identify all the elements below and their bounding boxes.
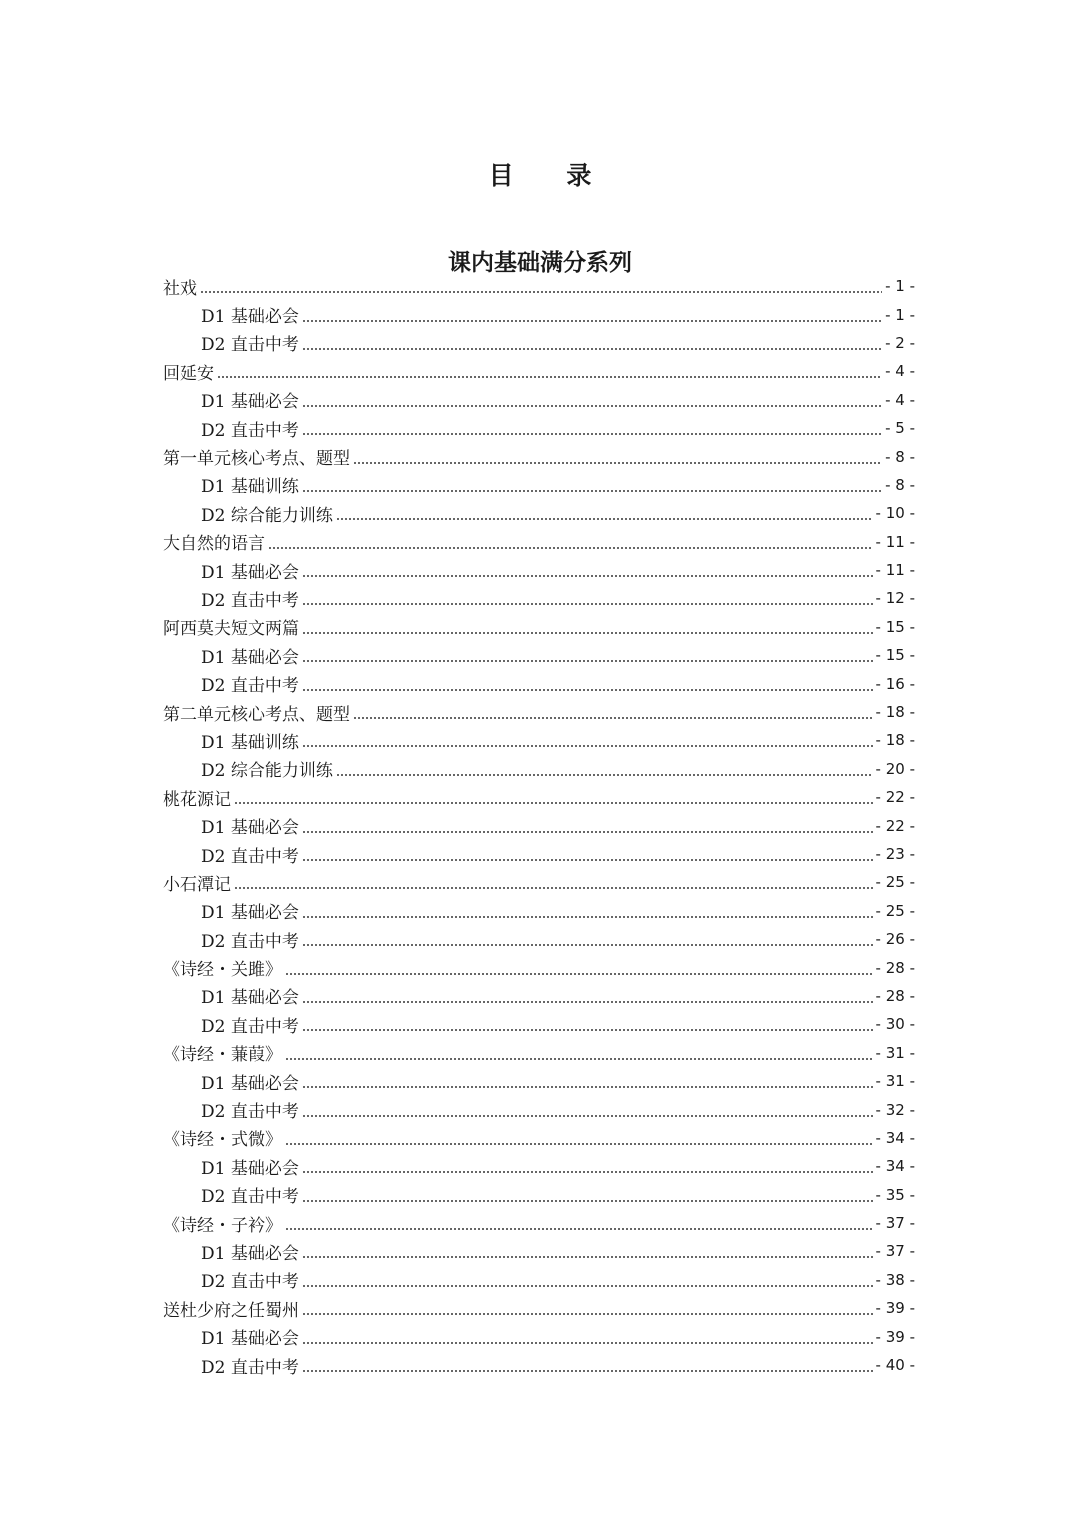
toc-entry[interactable] <box>163 953 915 981</box>
dot-leader <box>302 319 882 323</box>
toc-entry-label: D2 直击中考 <box>201 846 299 867</box>
toc-entry[interactable] <box>163 783 915 811</box>
toc-page-number: - 37 - <box>875 1214 915 1233</box>
toc-page-number: - 31 - <box>875 1043 915 1062</box>
toc-entry-label: D2 直击中考 <box>201 1102 299 1123</box>
toc-entry-label: D2 综合能力训练 <box>201 505 333 526</box>
toc-entry-label: D2 综合能力训练 <box>201 761 333 782</box>
dot-leader <box>285 1142 873 1146</box>
toc-page-number: - 22 - <box>875 788 915 807</box>
toc-page-number: - 8 - <box>885 475 915 494</box>
toc-entry-label: D2 直击中考 <box>201 1016 299 1037</box>
toc-page-number: - 25 - <box>875 901 915 920</box>
dot-leader <box>302 659 873 663</box>
toc-page-number: - 10 - <box>875 504 915 523</box>
toc-entry-label: 《诗经・蒹葭》 <box>163 1045 282 1066</box>
table-of-contents <box>163 272 915 1379</box>
toc-subentry[interactable] <box>163 925 915 953</box>
toc-page-number: - 39 - <box>875 1327 915 1346</box>
toc-entry-label: D1 基础必会 <box>201 1158 299 1179</box>
toc-subentry[interactable] <box>163 1152 915 1180</box>
dot-leader <box>302 631 873 635</box>
toc-entry-label: D1 基础必会 <box>201 307 299 328</box>
toc-subentry[interactable] <box>163 755 915 783</box>
toc-page-number: - 34 - <box>875 1157 915 1176</box>
toc-page-number: - 4 - <box>885 390 915 409</box>
dot-leader <box>302 432 882 436</box>
dot-leader <box>302 1170 873 1174</box>
toc-entry-label: 阿西莫夫短文两篇 <box>163 619 299 640</box>
toc-entry-label: 大自然的语言 <box>163 534 265 555</box>
dot-leader <box>285 1227 873 1231</box>
toc-subentry[interactable] <box>163 1010 915 1038</box>
toc-page-number: - 22 - <box>875 816 915 835</box>
dot-leader <box>302 1028 873 1032</box>
dot-leader <box>353 461 882 465</box>
toc-subentry[interactable] <box>163 499 915 527</box>
dot-leader <box>302 858 873 862</box>
toc-subentry[interactable] <box>163 386 915 414</box>
toc-entry[interactable] <box>163 1124 915 1152</box>
toc-entry[interactable] <box>163 1039 915 1067</box>
dot-leader <box>302 574 873 578</box>
toc-page-number: - 1 - <box>885 277 915 296</box>
toc-page-number: - 31 - <box>875 1072 915 1091</box>
dot-leader <box>302 347 882 351</box>
toc-subentry[interactable] <box>163 726 915 754</box>
toc-subentry[interactable] <box>163 329 915 357</box>
dot-leader <box>302 688 873 692</box>
dot-leader <box>302 943 873 947</box>
toc-entry[interactable] <box>163 528 915 556</box>
toc-entry[interactable] <box>163 868 915 896</box>
dot-leader <box>302 489 882 493</box>
toc-page-number: - 12 - <box>875 589 915 608</box>
toc-entry-label: D2 直击中考 <box>201 1357 299 1378</box>
toc-entry-label: D1 基础必会 <box>201 988 299 1009</box>
toc-subentry[interactable] <box>163 471 915 499</box>
dot-leader <box>302 744 873 748</box>
toc-entry-label: D1 基础必会 <box>201 562 299 583</box>
toc-entry[interactable] <box>163 442 915 470</box>
dot-leader <box>268 546 873 550</box>
toc-subentry[interactable] <box>163 300 915 328</box>
toc-page-number: - 15 - <box>875 617 915 636</box>
toc-subentry[interactable] <box>163 897 915 925</box>
toc-entry-label: D1 基础必会 <box>201 1329 299 1350</box>
toc-entry-label: D1 基础必会 <box>201 647 299 668</box>
toc-entry-label: D1 基础必会 <box>201 1073 299 1094</box>
toc-entry[interactable] <box>163 1209 915 1237</box>
toc-page-number: - 38 - <box>875 1270 915 1289</box>
toc-entry[interactable] <box>163 357 915 385</box>
dot-leader <box>302 1369 873 1373</box>
toc-page-number: - 23 - <box>875 845 915 863</box>
toc-subentry[interactable] <box>163 1095 915 1123</box>
dot-leader <box>302 1284 873 1288</box>
toc-entry-label: D1 基础训练 <box>201 732 299 753</box>
toc-page-number: - 25 - <box>875 873 915 892</box>
toc-subentry[interactable] <box>163 669 915 697</box>
dot-leader <box>302 602 873 606</box>
toc-page-number: - 5 - <box>885 419 915 438</box>
dot-leader <box>302 1114 873 1118</box>
toc-entry-label: 第一单元核心考点、题型 <box>163 449 350 470</box>
toc-entry-label: 桃花源记 <box>163 789 231 810</box>
dot-leader <box>336 517 873 521</box>
toc-entry-label: D1 基础必会 <box>201 903 299 924</box>
toc-page-number: - 34 - <box>875 1128 915 1147</box>
toc-page-number: - 15 - <box>875 646 915 665</box>
dot-leader <box>302 1341 873 1345</box>
toc-entry[interactable] <box>163 698 915 726</box>
dot-leader <box>302 1312 873 1316</box>
toc-subentry[interactable] <box>163 556 915 584</box>
toc-entry-label: 《诗经・子衿》 <box>163 1215 282 1236</box>
toc-page-number: - 8 - <box>885 447 915 466</box>
toc-subentry[interactable] <box>163 414 915 442</box>
toc-page-number: - 11 - <box>875 532 915 551</box>
toc-entry[interactable] <box>163 1294 915 1322</box>
toc-entry-label: 送杜少府之任蜀州 <box>163 1300 299 1321</box>
toc-entry-label: D2 直击中考 <box>201 931 299 952</box>
toc-subentry[interactable] <box>163 811 915 839</box>
toc-entry-label: 小石潭记 <box>163 874 231 895</box>
toc-page-number: - 30 - <box>875 1015 915 1034</box>
toc-entry[interactable] <box>163 272 915 300</box>
toc-entry-label: D2 直击中考 <box>201 420 299 441</box>
toc-entry-label: D2 直击中考 <box>201 335 299 356</box>
toc-entry-label: 社戏 <box>163 278 197 299</box>
toc-page-number: - 4 - <box>885 362 915 381</box>
toc-entry-label: 第二单元核心考点、题型 <box>163 704 350 725</box>
toc-entry-label: D1 基础必会 <box>201 392 299 413</box>
toc-page-number: - 1 - <box>885 305 915 324</box>
dot-leader <box>285 972 873 976</box>
toc-page-number: - 39 - <box>875 1299 915 1318</box>
toc-entry-label: 回延安 <box>163 363 214 384</box>
toc-subentry[interactable] <box>163 584 915 612</box>
dot-leader <box>302 1255 873 1259</box>
toc-entry-label: D1 基础必会 <box>201 818 299 839</box>
dot-leader <box>302 830 873 834</box>
toc-subentry[interactable] <box>163 1322 915 1350</box>
toc-subentry[interactable] <box>163 1266 915 1294</box>
dot-leader <box>302 404 882 408</box>
toc-entry-label: D1 基础必会 <box>201 1243 299 1264</box>
dot-leader <box>234 801 873 805</box>
toc-page-number: - 37 - <box>875 1242 915 1261</box>
page-title: 目 录 <box>488 160 614 190</box>
toc-subentry[interactable] <box>163 840 915 868</box>
toc-page-number: - 2 - <box>885 333 915 352</box>
toc-entry[interactable] <box>163 613 915 641</box>
toc-page-number: - 18 - <box>875 731 915 750</box>
dot-leader <box>302 1000 873 1004</box>
toc-subentry[interactable] <box>163 1067 915 1095</box>
dot-leader <box>302 915 873 919</box>
toc-subentry[interactable] <box>163 641 915 669</box>
toc-subentry[interactable] <box>163 1351 915 1379</box>
toc-page-number: - 28 - <box>875 986 915 1005</box>
section-title: 课内基础满分系列 <box>448 250 632 277</box>
toc-page-number: - 28 - <box>875 958 915 977</box>
toc-entry-label: D2 直击中考 <box>201 676 299 697</box>
toc-page-number: - 16 - <box>875 674 915 693</box>
dot-leader <box>302 1085 873 1089</box>
dot-leader <box>336 773 873 777</box>
dot-leader <box>200 290 882 294</box>
toc-entry-label: 《诗经・关雎》 <box>163 960 282 981</box>
toc-entry-label: 《诗经・式微》 <box>163 1130 282 1151</box>
dot-leader <box>302 1199 873 1203</box>
toc-page-number: - 26 - <box>875 930 915 949</box>
toc-page-number: - 20 - <box>875 759 915 778</box>
dot-leader <box>285 1057 873 1061</box>
toc-subentry[interactable] <box>163 1237 915 1265</box>
toc-entry-label: D1 基础训练 <box>201 477 299 498</box>
toc-page-number: - 35 - <box>875 1185 915 1204</box>
toc-page-number: - 11 - <box>875 561 915 580</box>
toc-entry-label: D2 直击中考 <box>201 1187 299 1208</box>
dot-leader <box>353 716 873 720</box>
toc-entry-label: D2 直击中考 <box>201 1272 299 1293</box>
toc-subentry[interactable] <box>163 1181 915 1209</box>
dot-leader <box>234 886 873 890</box>
toc-entry-label: D2 直击中考 <box>201 590 299 611</box>
dot-leader <box>217 375 882 379</box>
toc-page-number: - 40 - <box>875 1356 915 1375</box>
toc-subentry[interactable] <box>163 982 915 1010</box>
toc-page-number: - 18 - <box>875 703 915 722</box>
toc-page-number: - 32 - <box>875 1100 915 1119</box>
